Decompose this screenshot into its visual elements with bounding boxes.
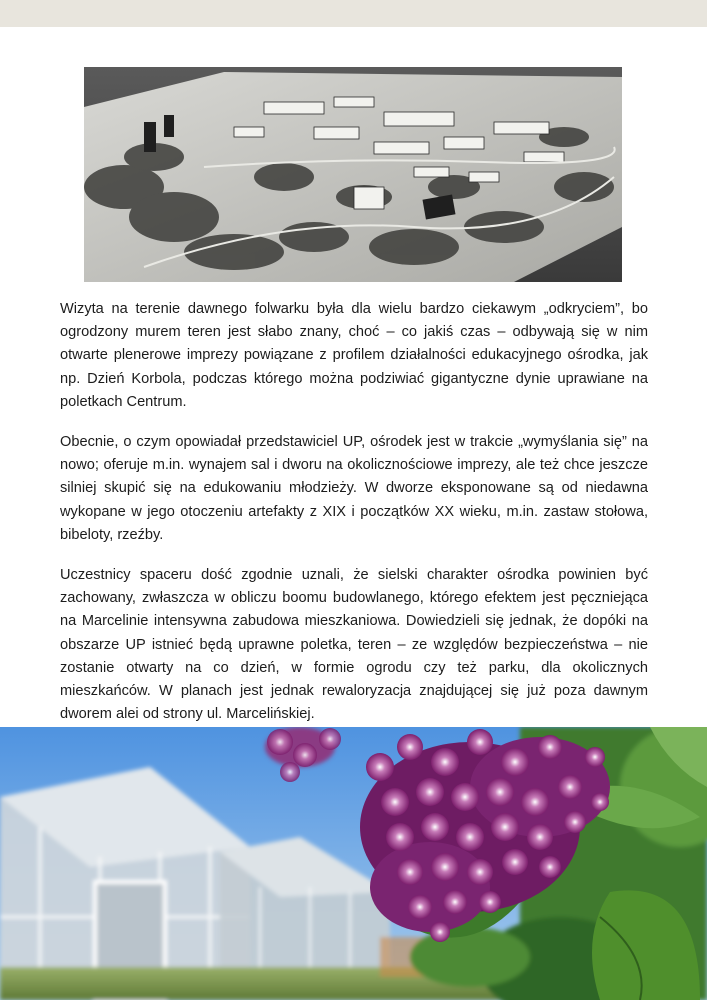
paragraph-2: Obecnie, o czym opowiadał przedstawiciel UP, ośrodek jest w trakcie „wymyślania się” na nowo; oferuje m.in. wynajem sal i dworu na okolicznościowe imprezy, ale też chce jeszcze silniej skupić się na edukowaniu młodzieży. W dworze eksponowane są od niedawna wykopane w jego otoczeniu artefakty z XIX i początków XX wieku, m.in. zastaw stołowa, bibeloty, rzeźby. (60, 434, 648, 543)
article-text (60, 298, 648, 743)
archival-model-photo (84, 67, 622, 282)
lilac-greenhouse-photo (0, 727, 707, 1000)
top-band (0, 0, 707, 27)
paragraph-1: Wizyta na terenie dawnego folwarku była dla wielu bardzo ciekawym „odkryciem”, bo ogrodzony murem teren jest słabo znany, choć – co jakiś czas – odbywają się w nim otwarte plenerowe imprezy powiązane z profilem działalności edukacyjnego ośrodka, jak np. Dzień Korbola, podczas którego można podziwiać gigantyczne dynie uprawiane na poletkach Centrum. (60, 301, 648, 410)
paragraph-3: Uczestnicy spaceru dość zgodnie uznali, że sielski charakter ośrodka powinien być zachowany, zwłaszcza w obliczu boomu budowlanego, którego efektem jest pęczniejąca na Marcelinie intensywna zabudowa mieszkaniowa. Dowiedzieli się jednak, że dopóki na obszarze UP istnieć będą uprawne poletka, teren – ze względów bezpieczeństwa – nie zostanie otwarty na co dzień, w formie ogrodu czy też parku, dla okolicznych mieszkańców. W planach jest jednak rewaloryzacja znajdującej się już poza dawnym dworem alei od strony ul. Marcelińskiej. (60, 567, 648, 723)
